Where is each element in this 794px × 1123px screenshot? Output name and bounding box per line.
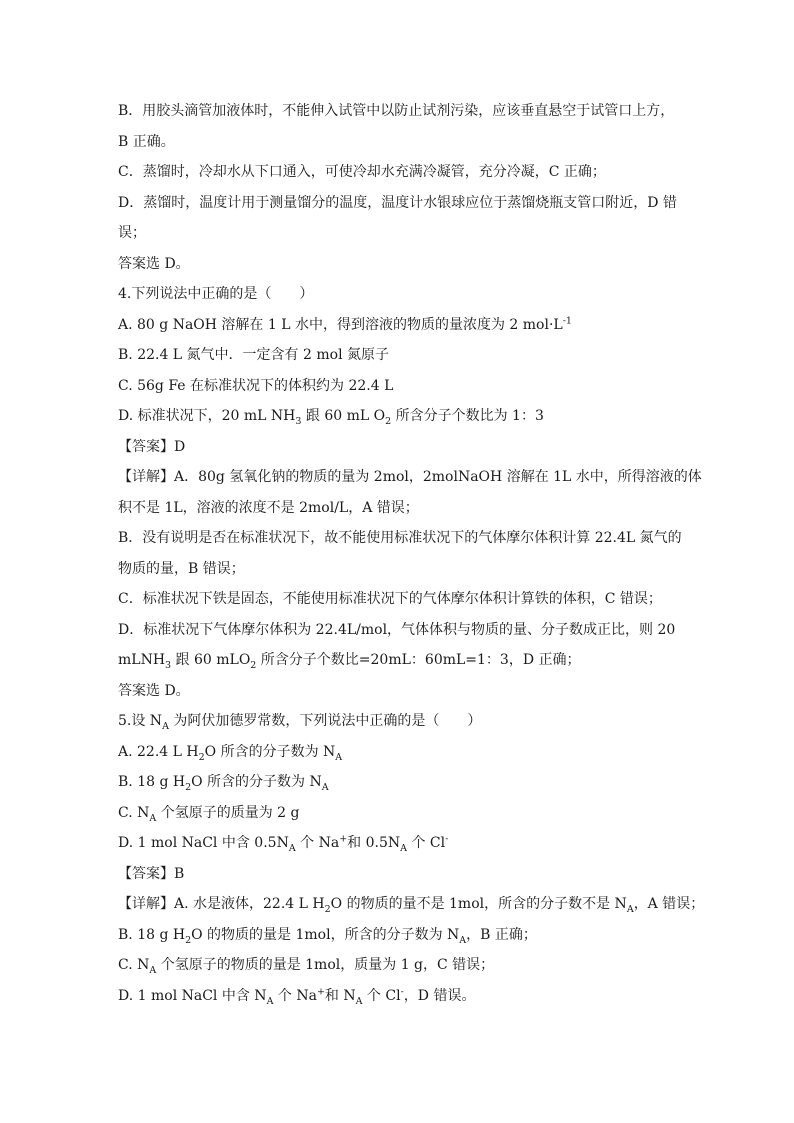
subscript: A bbox=[288, 842, 296, 854]
text-line-l15 bbox=[118, 554, 684, 585]
text-run: 个氢原子的物质的量是 1mol，质量为 1 g，C 错误； bbox=[156, 957, 495, 973]
text-run: B. 22.4 L 氮气中．一定含有 2 mol 氮原子 bbox=[118, 347, 389, 363]
text-line-l18 bbox=[118, 645, 684, 676]
text-run: 个氢原子的质量为 2 g bbox=[156, 804, 300, 821]
text-run: C. N bbox=[118, 804, 150, 821]
text-line-l22 bbox=[118, 767, 684, 798]
text-line-l1 bbox=[118, 127, 684, 158]
subscript: A bbox=[335, 751, 343, 763]
text-run: 答案选 D。 bbox=[118, 682, 190, 699]
text-run: 跟 60 mLO bbox=[171, 652, 251, 668]
text-run: ，A 错误； bbox=[633, 896, 705, 912]
text-line-l24 bbox=[118, 828, 684, 859]
subscript: 2 bbox=[185, 934, 192, 946]
subscript: A bbox=[149, 812, 157, 824]
text-line-l29 bbox=[118, 981, 684, 1012]
text-line-l6 bbox=[118, 279, 684, 310]
text-run: 个 Cl bbox=[362, 987, 401, 1004]
subscript: 2 bbox=[324, 903, 331, 915]
text-line-l26 bbox=[118, 889, 705, 920]
subscript: 2 bbox=[385, 415, 392, 427]
text-run: 物质的量，B 错误； bbox=[118, 560, 245, 577]
superscript: -1 bbox=[562, 314, 572, 326]
text-run: D．标准状况下气体摩尔体积为 22.4L/mol，气体体积与物质的量、分子数成正比，则 20 bbox=[118, 621, 676, 638]
text-run: 个 Na bbox=[295, 835, 340, 851]
text-run: C．标准状况下铁是固态，不能使用标准状况下的气体摩尔体积计算铁的体积，C 错误； bbox=[118, 591, 662, 607]
text-run: B. 18 g H bbox=[118, 926, 186, 943]
text-line-l0 bbox=[118, 96, 684, 127]
text-run: 【详解】A. 水是液体，22.4 L H bbox=[118, 896, 325, 912]
text-run: O 的物质的量不是 1mol，所含的分子数不是 N bbox=[330, 896, 627, 912]
text-run: A. 22.4 L H bbox=[118, 743, 199, 760]
text-run: O 的物质的量是 1mol，所含的分子数为 N bbox=[191, 926, 460, 943]
text-run: 为阿伏加德罗常数，下列说法中正确的是（ ） bbox=[168, 713, 482, 729]
text-run: 和 N bbox=[324, 987, 356, 1004]
text-run: 4.下列说法中正确的是（ ） bbox=[118, 286, 314, 302]
superscript: - bbox=[445, 833, 449, 845]
text-run: C. 56g Fe 在标准状况下的体积约为 22.4 L bbox=[118, 377, 394, 394]
text-line-l4 bbox=[118, 218, 684, 249]
text-line-l3 bbox=[118, 188, 684, 219]
text-run: 所含分子个数比为 1：3 bbox=[391, 408, 544, 424]
text-run: D. 标准状况下，20 mL NH bbox=[118, 408, 296, 424]
text-line-l28 bbox=[118, 950, 684, 981]
text-run: 个 Cl bbox=[407, 835, 446, 851]
text-run: 个 Na bbox=[273, 987, 317, 1004]
text-line-l11 bbox=[118, 432, 684, 463]
subscript: A bbox=[266, 995, 274, 1007]
text-line-l19 bbox=[118, 676, 684, 707]
text-run: 跟 60 mL O bbox=[301, 408, 386, 424]
text-line-l23 bbox=[118, 798, 684, 829]
text-line-l21 bbox=[118, 737, 684, 768]
subscript: 2 bbox=[198, 751, 205, 763]
text-run: 【详解】A．80g 氢氧化钠的物质的量为 2mol，2molNaOH 溶解在 1L 水中，所得溶液的体 bbox=[118, 469, 702, 485]
superscript: - bbox=[400, 985, 404, 997]
text-line-l20 bbox=[118, 706, 684, 737]
subscript: A bbox=[162, 720, 169, 732]
text-run: A. 80 g NaOH 溶解在 1 L 水中，得到溶液的物质的量浓度为 2 mol·L bbox=[118, 316, 563, 333]
text-line-l9 bbox=[118, 371, 684, 402]
superscript: + bbox=[339, 833, 348, 845]
text-run: 5.设 N bbox=[118, 713, 163, 729]
text-run: C. N bbox=[118, 957, 150, 973]
text-line-l25 bbox=[118, 859, 684, 890]
text-line-l2 bbox=[118, 157, 684, 188]
text-run: C．蒸馏时，冷却水从下口通入，可使冷却水充满冷凝管，充分冷凝，C 正确； bbox=[118, 164, 606, 180]
text-line-l7 bbox=[118, 310, 684, 341]
text-run: ，B 正确； bbox=[466, 926, 537, 943]
document-body bbox=[118, 96, 705, 1011]
text-run: 【答案】D bbox=[118, 438, 186, 455]
text-line-l13 bbox=[118, 493, 684, 524]
text-run: D. 1 mol NaCl 中含 0.5N bbox=[118, 835, 289, 851]
text-run: 和 0.5N bbox=[347, 835, 401, 851]
subscript: 2 bbox=[185, 781, 192, 793]
subscript: 3 bbox=[295, 415, 302, 427]
text-run: O 所含的分子数为 N bbox=[191, 774, 322, 790]
superscript: + bbox=[316, 985, 325, 997]
text-run: 所含分子个数比=20mL：60mL=1：3，D 正确； bbox=[256, 652, 581, 668]
subscript: A bbox=[355, 995, 363, 1007]
subscript: 3 bbox=[165, 659, 172, 671]
text-run: mLNH bbox=[118, 652, 166, 668]
text-run: B．没有说明是否在标准状况下，故不能使用标准状况下的气体摩尔体积计算 22.4L 氮气的 bbox=[118, 530, 682, 546]
text-run: 答案选 D。 bbox=[118, 255, 190, 272]
text-line-l16 bbox=[118, 584, 684, 615]
text-line-l14 bbox=[118, 523, 684, 554]
text-run: D. 1 mol NaCl 中含 N bbox=[118, 987, 267, 1004]
subscript: A bbox=[149, 964, 157, 976]
subscript: A bbox=[321, 781, 329, 793]
text-line-l27 bbox=[118, 920, 684, 951]
subscript: A bbox=[459, 934, 467, 946]
text-run: B. 18 g H bbox=[118, 774, 186, 790]
text-run: 积不是 1L，溶液的浓度不是 2mol/L，A 错误； bbox=[118, 499, 419, 516]
text-line-l17 bbox=[118, 615, 684, 646]
text-line-l10 bbox=[118, 401, 684, 432]
subscript: A bbox=[626, 903, 634, 915]
text-run: B 正确。 bbox=[118, 133, 175, 150]
text-run: 误； bbox=[118, 225, 146, 241]
text-line-l8 bbox=[118, 340, 684, 371]
subscript: 2 bbox=[250, 659, 257, 671]
text-line-l12 bbox=[118, 462, 702, 493]
text-run: ，D 错误。 bbox=[403, 987, 476, 1004]
text-run: 【答案】B bbox=[118, 865, 185, 882]
text-run: D．蒸馏时，温度计用于测量馏分的温度，温度计水银球应位于蒸馏烧瓶支管口附近，D 错 bbox=[118, 194, 677, 211]
text-run: B．用胶头滴管加液体时，不能伸入试管中以防止试剂污染，应该垂直悬空于试管口上方， bbox=[118, 103, 675, 119]
text-run: O 所含的分子数为 N bbox=[204, 743, 336, 760]
subscript: A bbox=[400, 842, 408, 854]
text-line-l5 bbox=[118, 249, 684, 280]
